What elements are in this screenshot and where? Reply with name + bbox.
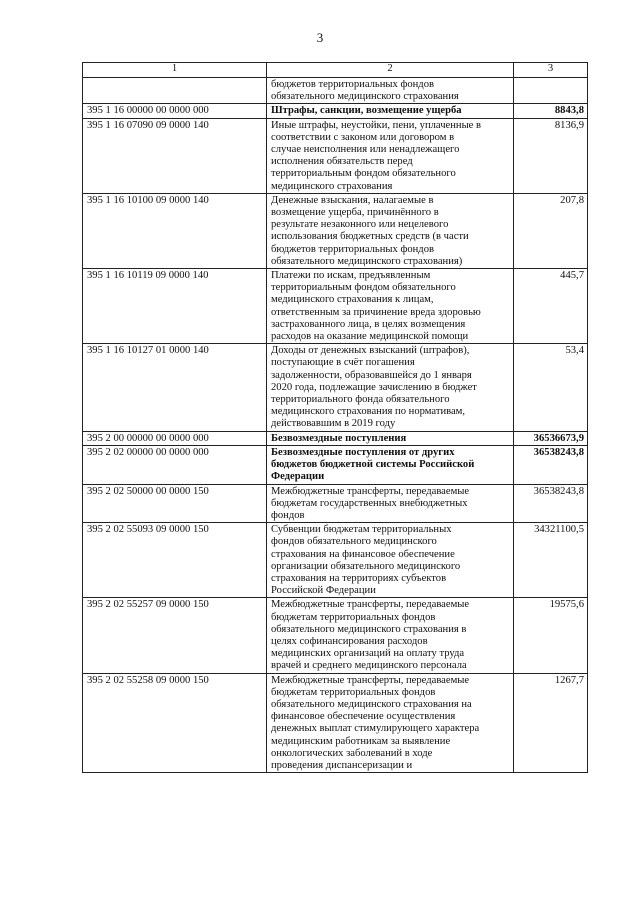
- revenue-name-cell: [267, 269, 514, 344]
- revenue-name-line: ответственным за причинение вреда здоровью: [271, 306, 481, 318]
- revenue-name-line: Доходы от денежных взысканий (штрафов),: [271, 345, 470, 357]
- revenue-name-cell: [267, 118, 514, 193]
- amount-cell: 19575,6: [514, 598, 588, 673]
- revenue-name-line: использования бюджетных средств (в части: [271, 231, 469, 243]
- revenue-name-line: бюджетам территориальных фондов: [271, 686, 436, 698]
- amount-cell: 445,7: [514, 269, 588, 344]
- revenue-name-line: финансовое обеспечение осуществления: [271, 711, 456, 723]
- revenue-name-line: медицинского страхования к лицам,: [271, 294, 434, 306]
- revenue-name-line: медицинского страхования: [271, 180, 393, 192]
- budget-code-cell: 395 2 02 50000 00 0000 150: [83, 484, 267, 523]
- table-row: [83, 431, 588, 445]
- revenue-name-cell: [267, 344, 514, 431]
- revenue-name-cell: [267, 193, 514, 268]
- revenue-name-cell: [267, 673, 514, 773]
- table-row: [83, 598, 588, 673]
- revenue-name-line: страхования на финансовое обеспечение: [271, 548, 455, 560]
- revenue-name-line: медицинских организаций на оплату труда: [271, 648, 465, 660]
- revenue-name-line: обязательного медицинского страхования в: [271, 623, 467, 635]
- revenue-name-line: организации обязательного медицинского: [271, 560, 461, 572]
- revenue-name-cell: [267, 431, 514, 445]
- revenue-name-line: Федерации: [271, 471, 325, 483]
- budget-code-cell: 395 2 02 55093 09 0000 150: [83, 523, 267, 598]
- revenue-name-cell: [267, 523, 514, 598]
- header-row: [83, 63, 588, 78]
- revenue-name-line: бюджетов бюджетной системы Российской: [271, 459, 475, 471]
- revenue-name-line: территориального фонда обязательного: [271, 394, 450, 406]
- table-row: [83, 344, 588, 431]
- revenue-name-cell: [267, 598, 514, 673]
- budget-code-cell: [83, 78, 267, 104]
- revenue-name-line: бюджетов территориальных фондов: [271, 243, 434, 255]
- revenue-name-line: Иные штрафы, неустойки, пени, уплаченные в: [271, 119, 482, 131]
- revenue-name-line: Субвенции бюджетам территориальных: [271, 524, 452, 536]
- table-row: [83, 118, 588, 193]
- revenue-name-line: застрахованного лица, в целях возмещения: [271, 318, 466, 330]
- budget-revenue-table: [82, 62, 588, 773]
- amount-cell: 36536673,9: [514, 431, 588, 445]
- revenue-name-line: возмещение ущерба, причинённого в: [271, 207, 439, 219]
- revenue-name-line: Штрафы, санкции, возмещение ущерба: [271, 105, 462, 117]
- budget-code-cell: 395 1 16 10119 09 0000 140: [83, 269, 267, 344]
- budget-code-cell: 395 2 02 55258 09 0000 150: [83, 673, 267, 773]
- revenue-name-line: Межбюджетные трансферты, передаваемые: [271, 599, 470, 611]
- revenue-name-line: Российской Федерации: [271, 585, 376, 597]
- revenue-name-line: бюджетов территориальных фондов: [271, 79, 434, 90]
- revenue-name-line: исполнения обязательств перед: [271, 156, 413, 168]
- amount-cell: 207,8: [514, 193, 588, 268]
- budget-code-cell: 395 2 02 55257 09 0000 150: [83, 598, 267, 673]
- revenue-name-line: денежных выплат стимулирующего характера: [271, 723, 480, 735]
- revenue-name-line: фондов: [271, 509, 305, 521]
- table-row: [83, 104, 588, 118]
- revenue-name-line: Денежные взыскания, налагаемые в: [271, 194, 434, 206]
- amount-cell: [514, 78, 588, 104]
- revenue-name-line: страхования на территориях субъектов: [271, 572, 447, 584]
- table-body: [83, 78, 588, 773]
- revenue-name-line: бюджетам территориальных фондов: [271, 611, 436, 623]
- budget-code-cell: 395 1 16 07090 09 0000 140: [83, 118, 267, 193]
- revenue-name-cell: [267, 78, 514, 104]
- budget-code-cell: 395 1 16 00000 00 0000 000: [83, 104, 267, 118]
- column-header-3: 3: [514, 63, 588, 78]
- revenue-name-line: территориальным фондом обязательного: [271, 168, 456, 180]
- revenue-name-line: целях софинансирования расходов: [271, 635, 428, 647]
- revenue-name-line: врачей и среднего медицинского персонала: [271, 660, 467, 672]
- revenue-name-line: медицинским работникам за выявление: [271, 735, 451, 747]
- revenue-name-line: поступающие в счёт погашения: [271, 357, 415, 369]
- amount-cell: 53,4: [514, 344, 588, 431]
- revenue-name-line: результате незаконного или нецелевого: [271, 219, 449, 231]
- table-header: [83, 63, 588, 78]
- budget-code-cell: 395 2 00 00000 00 0000 000: [83, 431, 267, 445]
- table-row: [83, 673, 588, 773]
- revenue-name-line: задолженности, образовавшейся до 1 января: [271, 369, 472, 381]
- amount-cell: 1267,7: [514, 673, 588, 773]
- budget-code-cell: 395 2 02 00000 00 0000 000: [83, 445, 267, 484]
- revenue-name-cell: [267, 484, 514, 523]
- revenue-name-line: соответствии с законом или договором в: [271, 131, 455, 143]
- amount-cell: 34321100,5: [514, 523, 588, 598]
- revenue-name-line: действовавшим в 2019 году: [271, 418, 396, 430]
- revenue-name-cell: [267, 445, 514, 484]
- revenue-name-line: проведения диспансеризации и: [271, 759, 413, 771]
- revenue-name-line: обязательного медицинского страхования): [271, 255, 463, 267]
- revenue-name-line: обязательного медицинского страхования на: [271, 698, 472, 710]
- revenue-name-line: Безвозмездные поступления от других: [271, 446, 455, 458]
- revenue-name-line: расходов на оказание медицинской помощи: [271, 331, 469, 343]
- amount-cell: 36538243,8: [514, 484, 588, 523]
- column-header-2: 2: [267, 63, 514, 78]
- revenue-name-line: случае неисполнения или ненадлежащего: [271, 144, 460, 156]
- column-header-1: 1: [83, 63, 267, 78]
- revenue-name-line: территориальным фондом обязательного: [271, 282, 456, 294]
- table-row: [83, 193, 588, 268]
- amount-cell: 8136,9: [514, 118, 588, 193]
- amount-cell: 36538243,8: [514, 445, 588, 484]
- revenue-name-line: медицинского страхования по нормативам,: [271, 406, 466, 418]
- budget-code-cell: 395 1 16 10100 09 0000 140: [83, 193, 267, 268]
- revenue-name-cell: [267, 104, 514, 118]
- table-row: [83, 78, 588, 104]
- table-row: [83, 269, 588, 344]
- revenue-name-line: Платежи по искам, предъявленным: [271, 270, 431, 282]
- revenue-name-line: фондов обязательного медицинского: [271, 536, 437, 548]
- revenue-name-line: Межбюджетные трансферты, передаваемые: [271, 485, 470, 497]
- revenue-name-line: онкологических заболеваний в ходе: [271, 747, 433, 759]
- revenue-name-line: Безвозмездные поступления: [271, 432, 407, 444]
- amount-cell: 8843,8: [514, 104, 588, 118]
- page-number: 3: [316, 30, 324, 45]
- table-row: [83, 445, 588, 484]
- budget-code-cell: 395 1 16 10127 01 0000 140: [83, 344, 267, 431]
- table-row: [83, 523, 588, 598]
- revenue-name-line: Межбюджетные трансферты, передаваемые: [271, 674, 470, 686]
- table-row: [83, 484, 588, 523]
- revenue-name-line: бюджетам государственных внебюджетных: [271, 497, 468, 509]
- revenue-name-line: обязательного медицинского страхования: [271, 91, 459, 103]
- revenue-name-line: 2020 года, подлежащие зачислению в бюджет: [271, 381, 477, 393]
